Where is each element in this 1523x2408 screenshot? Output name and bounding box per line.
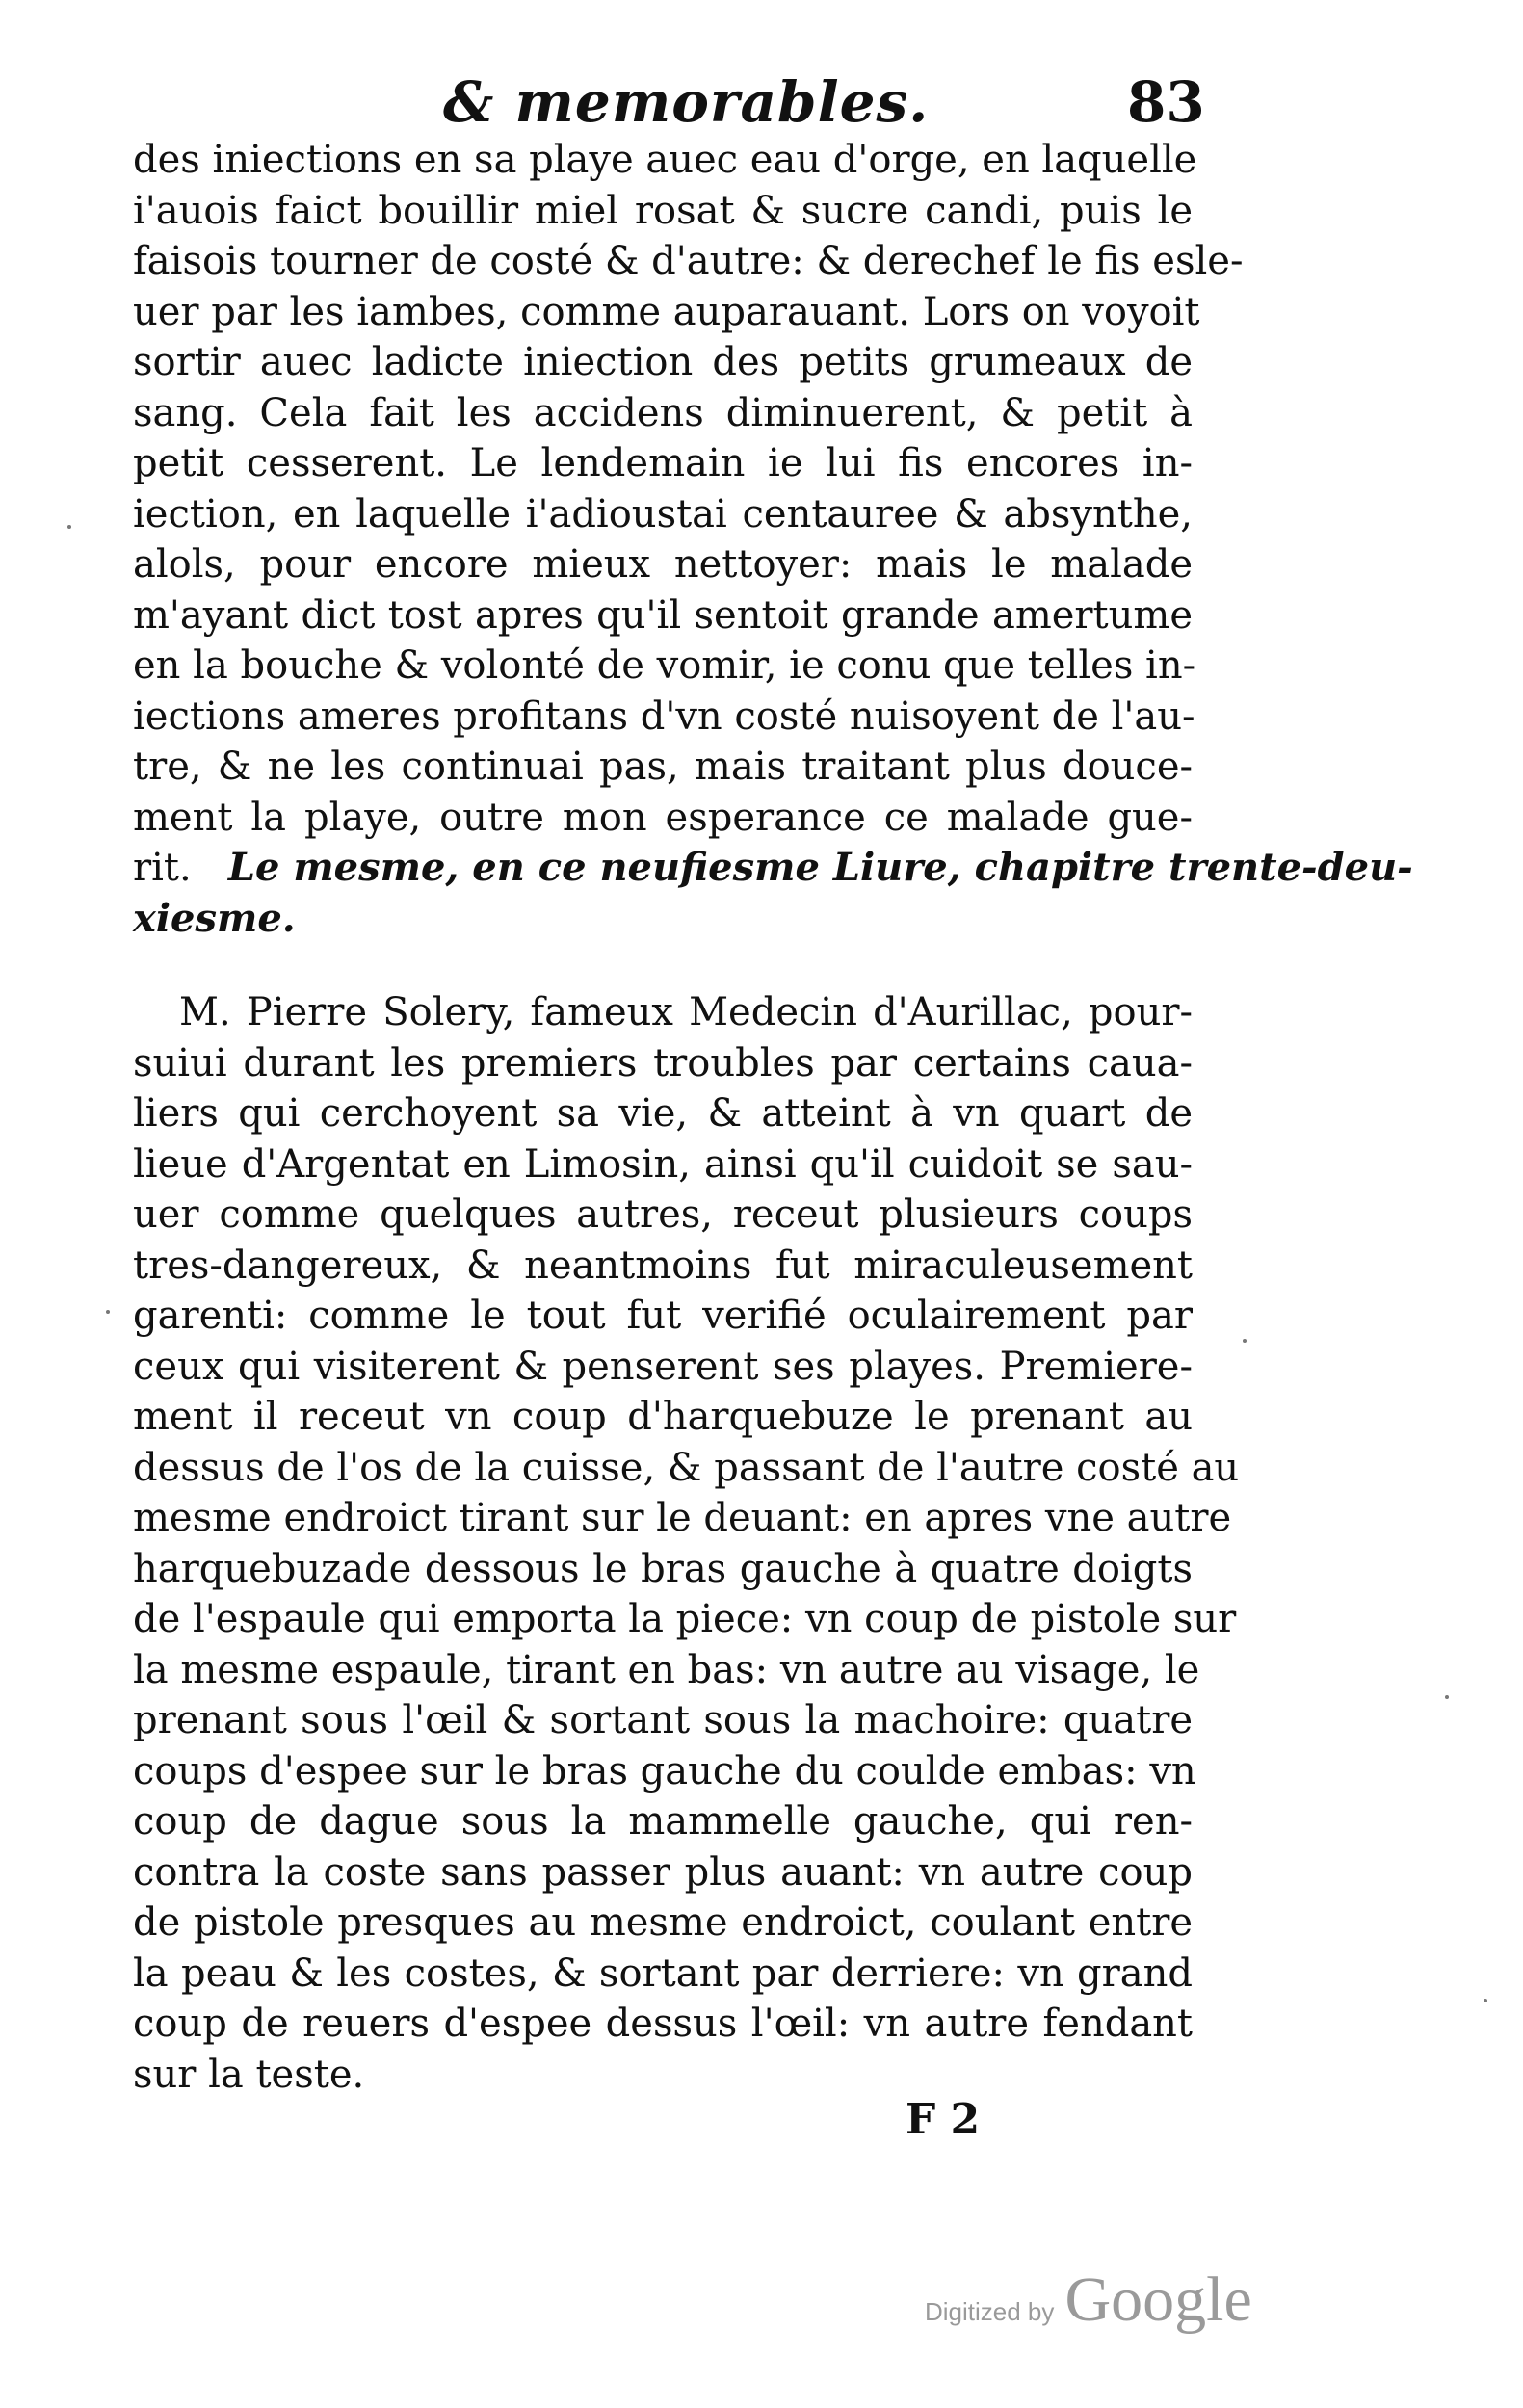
text-line: de l'espaule qui emporta la piece: vn coup de pistole sur xyxy=(133,1597,1237,1641)
text-line: la mesme espaule, tirant en bas: vn autre au visage, le xyxy=(133,1647,1200,1692)
text-line: ment il receut vn coup d'harquebuze le prenant au xyxy=(133,1395,1193,1439)
source-citation-end: xiesme. xyxy=(133,895,296,941)
source-citation: Le mesme, en ce neufiesme Liure, chapitre trente-deu- xyxy=(227,845,1413,890)
scan-speck xyxy=(67,525,71,529)
signature-mark: F 2 xyxy=(906,2095,981,2144)
text-line: coup de reuers d'espee dessus l'œil: vn autre fendant xyxy=(133,2002,1193,2046)
text-line: alols, pour encore mieux nettoyer: mais le malade xyxy=(133,542,1193,587)
text-line: mesme endroict tirant sur le deuant: en apres vne autre xyxy=(133,1496,1232,1540)
text-line: sur la teste. xyxy=(133,2052,365,2097)
text-line: suiui durant les premiers troubles par certains caua- xyxy=(133,1040,1193,1086)
text-line: la peau & les costes, & sortant par derriere: vn grand xyxy=(133,1950,1193,1996)
text-line-with-citation xyxy=(133,843,1413,894)
scan-speck xyxy=(106,1310,110,1314)
text-line: harquebuzade dessous le bras gauche à quatre doigts xyxy=(133,1546,1193,1591)
text-line: dessus de l'os de la cuisse, & passant de l'autre costé au xyxy=(133,1445,1240,1490)
running-title: & memorables. xyxy=(443,69,930,135)
watermark-prefix: Digitized by xyxy=(925,2297,1055,2326)
text-line: tres-dangereux, & neantmoins fut miraculeusement xyxy=(133,1243,1193,1288)
scan-speck xyxy=(1484,1999,1487,2002)
text-line: prenant sous l'œil & sortant sous la machoire: quatre xyxy=(133,1698,1193,1742)
text-line: lieue d'Argentat en Limosin, ainsi qu'il cuidoit se sau- xyxy=(133,1141,1193,1187)
text-line: petit cesserent. Le lendemain ie lui fis encores in- xyxy=(133,441,1193,485)
text-line: sortir auec ladicte iniection des petits grumeaux de xyxy=(133,340,1193,384)
text-line: en la bouche & volonté de vomir, ie conu que telles in- xyxy=(133,643,1196,688)
text-line: M. Pierre Solery, fameux Medecin d'Aurillac, pour- xyxy=(179,990,1193,1034)
text-line: des iniections en sa playe auec eau d'orge, en laquelle xyxy=(133,138,1197,182)
text-line: uer par les iambes, comme auparauant. Lors on voyoit xyxy=(133,289,1200,334)
text-line: ment la playe, outre mon esperance ce malade gue- xyxy=(133,795,1193,840)
paragraph-1 xyxy=(133,135,1413,944)
text-line: contra la coste sans passer plus auant: vn autre coup xyxy=(133,1849,1193,1895)
text-line: i'auois faict bouillir miel rosat & sucre candi, puis le xyxy=(133,188,1193,233)
digitization-watermark xyxy=(925,2264,1252,2337)
watermark-logo: Google xyxy=(1064,2264,1252,2335)
text-line: iections ameres profitans d'vn costé nuisoyent de l'au- xyxy=(133,694,1195,739)
text-line: ceux qui visiterent & penserent ses playes. Premiere- xyxy=(133,1344,1193,1389)
text-line: liers qui cerchoyent sa vie, & atteint à vn quart de xyxy=(133,1091,1193,1136)
text-line: garenti: comme le tout fut verifié oculairement par xyxy=(133,1294,1193,1338)
paragraph-2 xyxy=(133,987,1240,2100)
text-line: tre, & ne les continuai pas, mais traitant plus douce- xyxy=(133,745,1193,789)
text-line: coup de dague sous la mammelle gauche, qui ren- xyxy=(133,1799,1193,1844)
text-line: sang. Cela fait les accidens diminuerent, & petit à xyxy=(133,390,1193,435)
scan-speck xyxy=(1445,1695,1449,1699)
text-line: m'ayant dict tost apres qu'il sentoit grande amertume xyxy=(133,592,1193,638)
text-line: iection, en laquelle i'adioustai centauree & absynthe, xyxy=(133,491,1193,537)
text-line: de pistole presques au mesme endroict, coulant entre xyxy=(133,1900,1193,1945)
page-number: 83 xyxy=(1127,69,1205,135)
text-fragment: rit. xyxy=(133,846,192,890)
scan-speck xyxy=(1243,1339,1247,1343)
text-line: faisois tourner de costé & d'autre: & derechef le fis esle- xyxy=(133,239,1244,283)
text-line: coups d'espee sur le bras gauche du coulde embas: vn xyxy=(133,1748,1196,1793)
text-line: uer comme quelques autres, receut plusieurs coups xyxy=(133,1192,1193,1237)
